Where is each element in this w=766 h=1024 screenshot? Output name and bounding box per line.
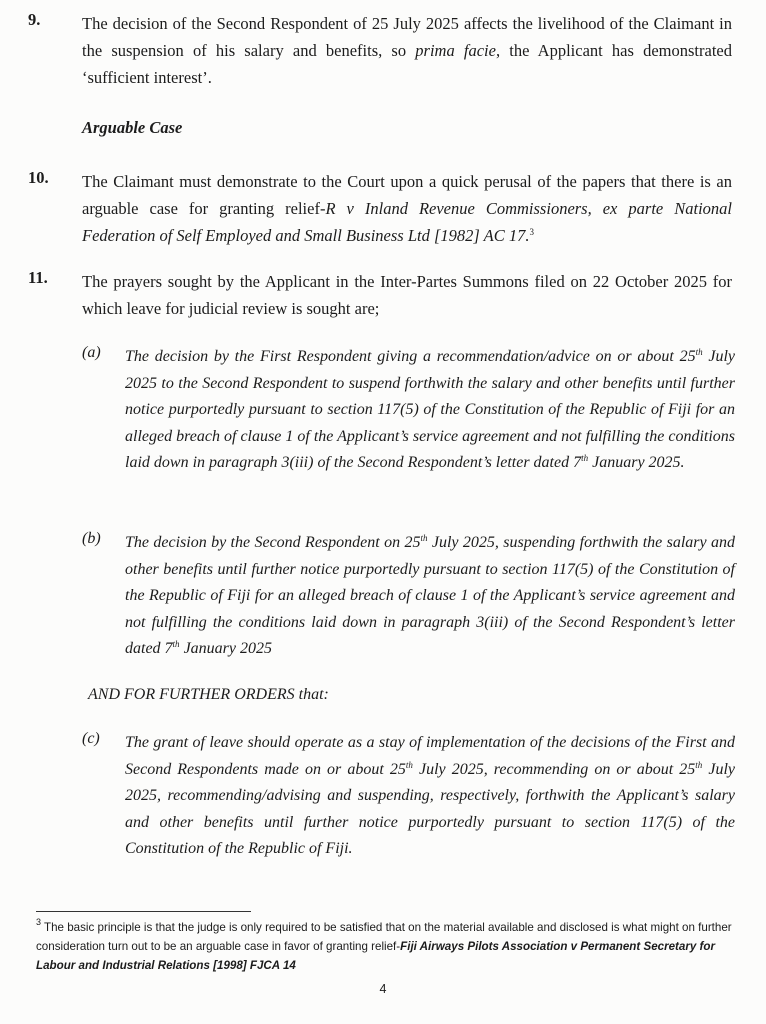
text-segment: The Claimant must demonstrate to the Court upon a quick perusal of the papers that there is an arguable case for granting relief- [82,172,732,218]
page-number: 4 [379,982,387,996]
text-segment: , the Applicant has demonstrated ‘sufficient interest’. [82,41,732,87]
footnote-separator [36,911,251,912]
footnote-marker: 3 [36,917,42,927]
text-segment: The decision by the First Respondent giving a recommendation/advice on or about 25 [125,348,696,365]
prayer-text [125,730,735,863]
text-segment: The grant of leave should operate as a stay of implementation of the decisions of the First and Second Respondents made on or about 25 [125,734,735,778]
footnote-text: The basic principle is that the judge is only required to be satisfied that on the material available and disclosed is what might on further consideration turn out to be an arguable case in favor of granting relief- [36,921,732,953]
footnote-reference[interactable]: 3 [529,227,534,237]
paragraph-number: 9. [28,10,41,29]
text-segment: July 2025, recommending/advising and suspending, respectively, forthwith the Applicant’s salary and other benefits until further notice purportedly pursuant to section 117(5) of the Constitution of the Republic of Fiji. [125,760,735,857]
footnote [36,918,732,975]
ordinal-suffix: th [695,347,703,357]
paragraph-text [82,10,732,91]
prayer-text [125,530,735,663]
section-heading: Arguable Case [82,118,183,137]
prayer-text [125,344,735,477]
paragraph-text: The prayers sought by the Applicant in the Inter-Partes Summons filed on 22 October 2025 for which leave for judicial review is sought are; [82,272,732,318]
prayer-label: (c) [82,730,100,747]
paragraph-text [82,168,732,249]
italic-term: prima facie [415,41,496,60]
further-orders-heading: AND FOR FURTHER ORDERS that: [88,686,329,703]
case-citation: R v Inland Revenue Commissioners, ex parte National Federation of Self Employed and Small Business Ltd [1982] AC 17. [82,199,732,245]
ordinal-suffix: th [172,639,180,649]
ordinal-suffix: th [695,759,703,770]
ordinal-suffix: th [420,533,428,543]
paragraph-number: 11. [28,268,48,287]
footnote-citation: Fiji Airways Pilots Association v Permanent Secretary for Labour and Industrial Relations [1998] FJCA 14 [36,940,715,972]
text-segment: July 2025, recommending on or about 25 [412,760,696,778]
prayer-label: (b) [82,530,101,547]
prayer-label: (a) [82,344,101,361]
text-segment: July 2025 to the Second Respondent to suspend forthwith the salary and other benefits until further notice purportedly pursuant to section 117(5) of the Constitution of the Republic of Fiji for an alleged breach of clause 1 of the Applicant’s service agreement and not fulfilling the conditions laid down in paragraph 3(iii) of the Second Respondent’s letter dated 7 [125,348,735,471]
paragraph-number: 10. [28,168,49,187]
ordinal-suffix: th [405,759,413,770]
ordinal-suffix: th [581,453,589,463]
text-segment: January 2025. [588,454,685,471]
text-segment: January 2025 [179,640,272,657]
text-segment: The decision by the Second Respondent on 25 [125,534,421,551]
text-segment: July 2025, suspending forthwith the salary and other benefits until further notice purportedly pursuant to section 117(5) of the Constitution of the Republic of Fiji for an alleged breach of clause 1 of the Applicant’s service agreement and not fulfilling the conditions laid down in paragraph 3(iii) of the Second Respondent’s letter dated 7 [125,534,736,657]
text-segment: The decision of the Second Respondent of 25 July 2025 affects the livelihood of the Claimant in the suspension of his salary and benefits, so [82,14,732,60]
